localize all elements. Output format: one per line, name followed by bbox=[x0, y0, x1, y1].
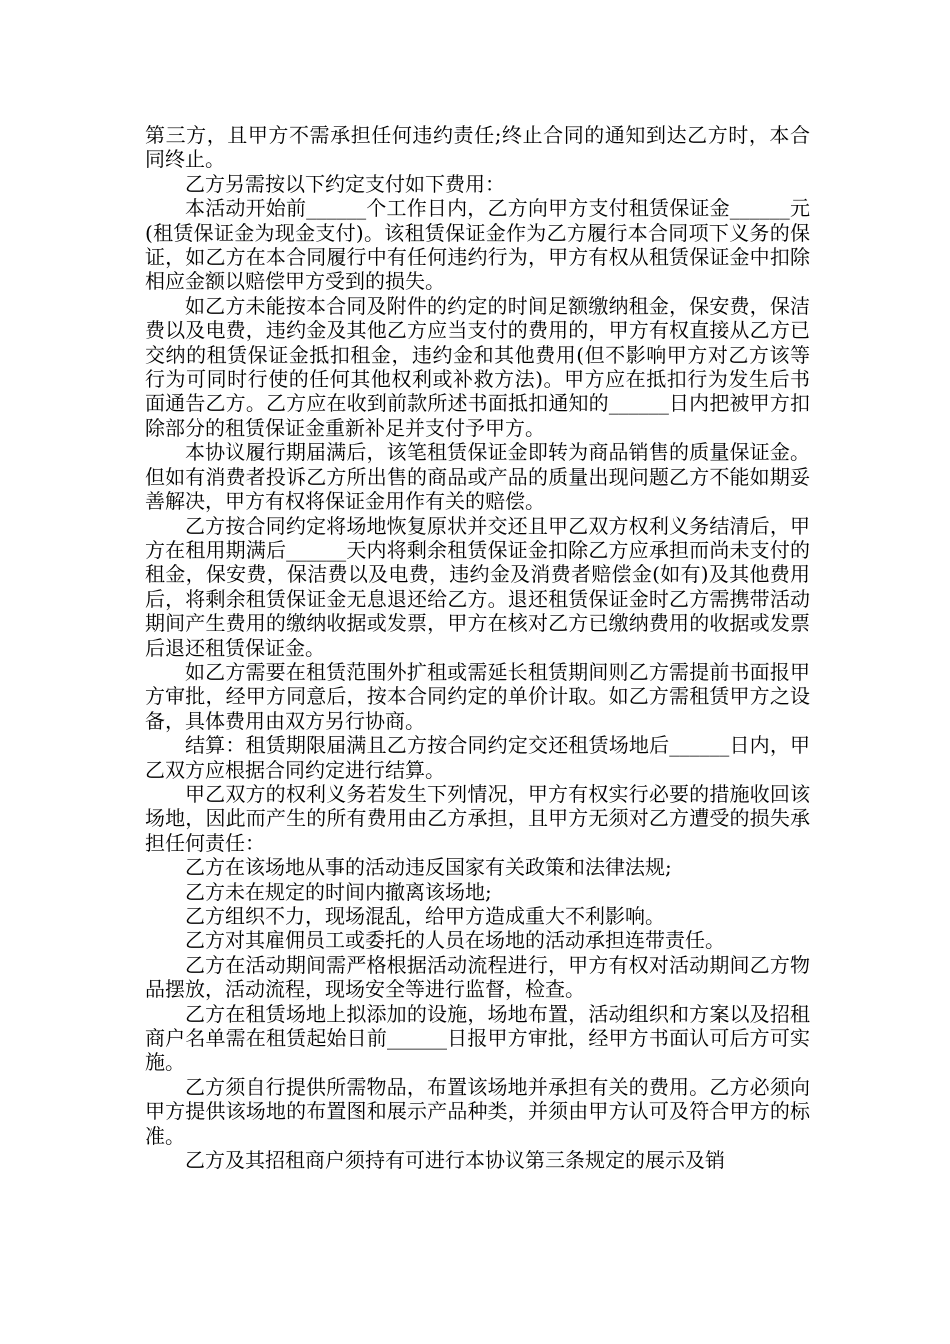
paragraph-2: 乙方另需按以下约定支付如下费用： bbox=[185, 171, 505, 196]
paragraph-10: 乙方在该场地从事的活动违反国家有关政策和法律法规; bbox=[185, 855, 672, 880]
paragraph-7: 如乙方需要在租赁范围外扩租或需延长租赁期间则乙方需提前书面报甲方审批，经甲方同意后，按本合同约定的单价计取。如乙方需租赁甲方之设备，具体费用由双方另行协商。 bbox=[145, 659, 810, 733]
paragraph-1: 第三方，且甲方不需承担任何违约责任;终止合同的通知到达乙方时，本合同终止。 bbox=[145, 123, 810, 172]
paragraph-15: 乙方在租赁场地上拟添加的设施，场地布置，活动组织和方案以及招租商户名单需在租赁起始日前______日报甲方审批，经甲方书面认可后方可实施。 bbox=[145, 1001, 810, 1075]
paragraph-17: 乙方及其招租商户须持有可进行本协议第三条规定的展示及销 bbox=[185, 1148, 725, 1173]
paragraph-11: 乙方未在规定的时间内撤离该场地; bbox=[185, 879, 492, 904]
paragraph-6: 乙方按合同约定将场地恢复原状并交还且甲乙双方权利义务结清后，甲方在租用期满后______天内将剩余租赁保证金扣除乙方应承担而尚未支付的租金，保安费，保洁费以及电费，违约金及消费者赔偿金(如有)及其他费用后，将剩余租赁保证金无息退还给乙方。退还租赁保证金时乙方需携带活动期间产生费用的缴纳收据或发票，甲方在核对乙方已缴纳费用的收据或发票后退还租赁保证金。 bbox=[145, 513, 810, 660]
document-page bbox=[145, 123, 810, 1172]
paragraph-9: 甲乙双方的权利义务若发生下列情况，甲方有权实行必要的措施收回该场地，因此而产生的所有费用由乙方承担，且甲方无须对乙方遭受的损失承担任何责任： bbox=[145, 781, 810, 855]
paragraph-13: 乙方对其雇佣员工或委托的人员在场地的活动承担连带责任。 bbox=[185, 928, 725, 953]
paragraph-4: 如乙方未能按本合同及附件的约定的时间足额缴纳租金，保安费，保洁费以及电费，违约金及其他乙方应当支付的费用的，甲方有权直接从乙方已交纳的租赁保证金抵扣租金，违约金和其他费用(但不影响甲方对乙方该等行为可同时行使的任何其他权利或补救方法)。甲方应在抵扣行为发生后书面通告乙方。乙方应在收到前款所述书面抵扣通知的______日内把被甲方扣除部分的租赁保证金重新补足并支付予甲方。 bbox=[145, 293, 810, 440]
paragraph-3: 本活动开始前______个工作日内，乙方向甲方支付租赁保证金______元(租赁保证金为现金支付)。该租赁保证金作为乙方履行本合同项下义务的保证，如乙方在本合同履行中有任何违约行为，甲方有权从租赁保证金中扣除相应金额以赔偿甲方受到的损失。 bbox=[145, 196, 810, 294]
paragraph-16: 乙方须自行提供所需物品，布置该场地并承担有关的费用。乙方必须向甲方提供该场地的布置图和展示产品种类，并须由甲方认可及符合甲方的标准。 bbox=[145, 1074, 810, 1148]
paragraph-14: 乙方在活动期间需严格根据活动流程进行，甲方有权对活动期间乙方物品摆放，活动流程，现场安全等进行监督，检查。 bbox=[145, 952, 810, 1002]
paragraph-8: 结算：租赁期限届满且乙方按合同约定交还租赁场地后______日内，甲乙双方应根据合同约定进行结算。 bbox=[145, 733, 810, 782]
paragraph-5: 本协议履行期届满后，该笔租赁保证金即转为商品销售的质量保证金。但如有消费者投诉乙方所出售的商品或产品的质量出现问题乙方不能如期妥善解决，甲方有权将保证金用作有关的赔偿。 bbox=[145, 440, 810, 514]
paragraph-12: 乙方组织不力，现场混乱，给甲方造成重大不利影响。 bbox=[185, 904, 665, 928]
